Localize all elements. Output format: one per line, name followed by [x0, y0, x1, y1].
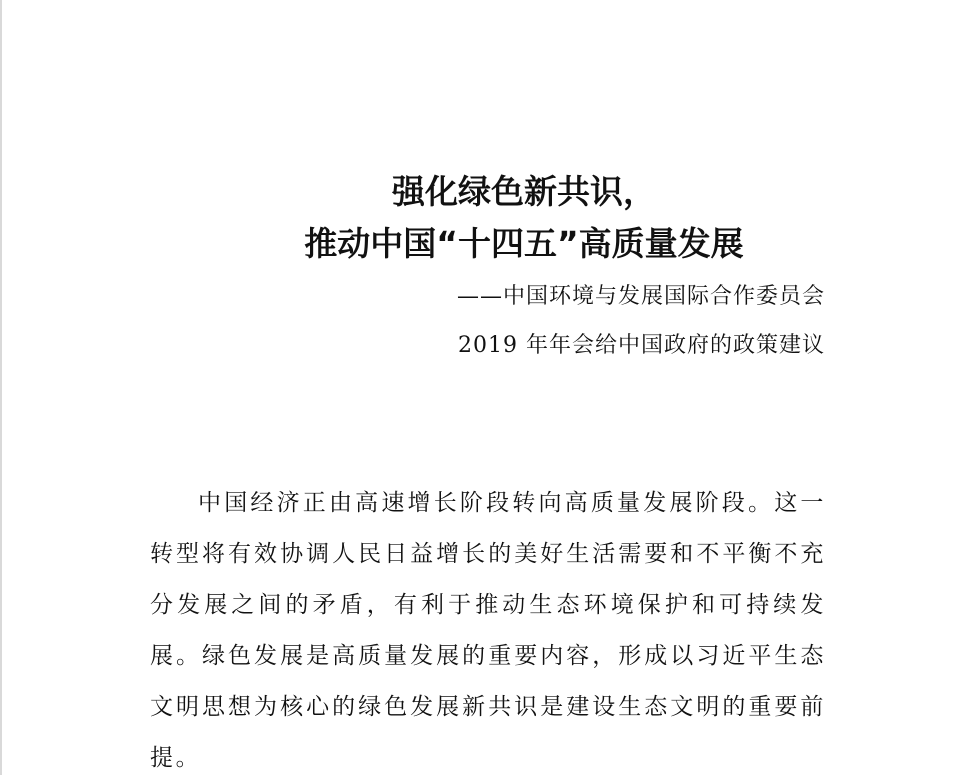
- page-left-border: [0, 0, 2, 775]
- document-subtitle-line-2: 2019 年年会给中国政府的政策建议: [458, 333, 825, 358]
- document-subtitle-line-1: ——中国环境与发展国际合作委员会: [456, 284, 825, 309]
- document-title-line-2: 推动中国“十四五”高质量发展: [304, 224, 744, 263]
- document-title-line-1: 强化绿色新共识，: [392, 172, 656, 211]
- body-paragraph: 中国经济正由高速增长阶段转向高质量发展阶段。这一转型将有效协调人民日益增长的美好生活需要和不平衡不充分发展之间的矛盾，有利于推动生态环境保护和可持续发展。绿色发展是高质量发展的重要内容，形成以习近平生态文明思想为核心的绿色发展新共识是建设生态文明的重要前提。: [150, 490, 826, 771]
